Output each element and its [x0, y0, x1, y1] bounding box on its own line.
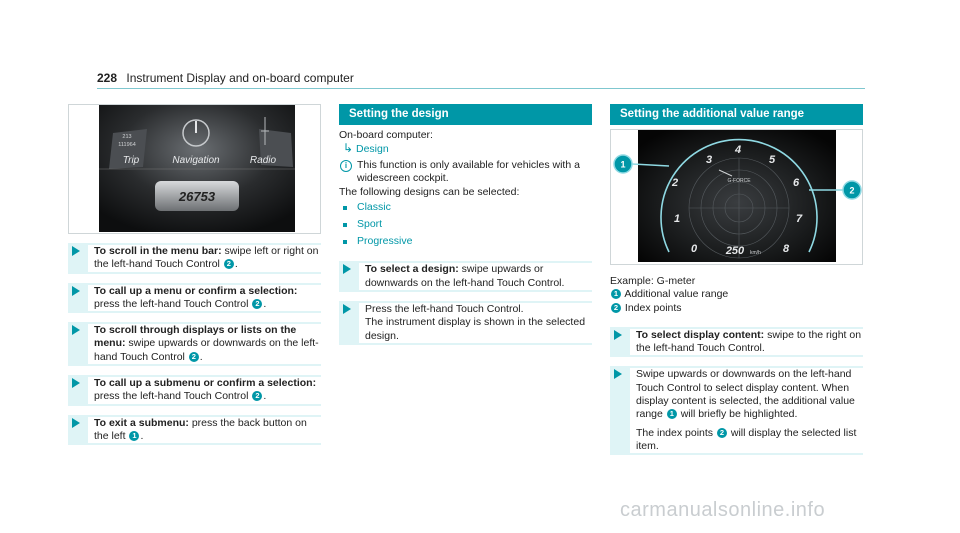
step-call-submenu	[68, 375, 321, 406]
section-title: Instrument Display and on-board computer	[126, 71, 354, 85]
step-heading: To scroll through displays or lists on the menu:	[94, 324, 297, 350]
watermark: carmanualsonline.info	[620, 499, 826, 521]
tab-navigation[interactable]: Navigation	[172, 155, 220, 166]
note-text: This function is only available for vehicles with a widescreen cockpit.	[357, 158, 580, 184]
arrow-icon	[614, 369, 622, 379]
step-text: swipe upwards or downwards on the left-hand Touch Control	[94, 337, 319, 363]
value-range-steps	[610, 327, 863, 455]
step-end: .	[263, 390, 267, 403]
option-classic[interactable]: Classic	[339, 199, 592, 216]
callout-badge: 2	[224, 259, 234, 269]
speed-unit: km/h	[750, 250, 761, 256]
speed-value: 250	[725, 245, 745, 257]
option-sport[interactable]: Sport	[339, 216, 592, 233]
section-title-value-range: Setting the additional value range	[610, 104, 863, 125]
step-text: press the back button on the left	[94, 416, 307, 442]
tick-7: 7	[796, 213, 803, 225]
callout-badge: 2	[611, 303, 621, 313]
step-heading: To scroll in the menu bar:	[94, 245, 222, 257]
design-steps	[339, 261, 592, 344]
step-text: The index points	[636, 426, 716, 439]
step-heading: To call up a menu or confirm a selection:	[94, 284, 298, 297]
menu-item-small-a: 213	[122, 134, 132, 140]
gmeter-image	[611, 130, 864, 264]
gmeter-figure	[610, 129, 863, 265]
section-title-design: Setting the design	[339, 104, 592, 125]
step-end: .	[263, 297, 267, 310]
path-item-design[interactable]: Design	[355, 143, 389, 156]
arrow-icon	[72, 418, 80, 428]
step-end: .	[234, 258, 238, 271]
path-label: On-board computer:	[339, 129, 433, 141]
callout-badge: 1	[129, 431, 139, 441]
callout-badge: 2	[252, 299, 262, 309]
step-heading: To select a design:	[365, 263, 459, 276]
legend-text: Index points	[624, 301, 682, 314]
path-arrow-icon: ↳	[343, 141, 354, 156]
arrow-icon	[72, 325, 80, 335]
step-heading: To select display content:	[636, 328, 765, 341]
arrow-icon	[72, 378, 80, 388]
menu-screen-figure	[68, 104, 321, 234]
page-number: 228	[97, 71, 118, 85]
arrow-icon	[614, 330, 622, 340]
note	[339, 159, 592, 186]
step-text: Swipe upwards or downwards on the left-hand Touch Control to select display content. When display content is selected, the additional value range	[636, 368, 855, 421]
tab-radio[interactable]: Radio	[249, 155, 277, 166]
step-text: press the left-hand Touch Control	[94, 297, 252, 310]
step-text: will briefly be highlighted.	[677, 408, 798, 421]
step-text: will display the selected list item.	[636, 426, 857, 452]
legend-1	[610, 288, 863, 301]
gforce-label: G-FORCE	[727, 178, 751, 184]
arrow-icon	[72, 286, 80, 296]
callout-2-label: 2	[849, 185, 855, 196]
tick-8: 8	[783, 243, 790, 255]
step-confirm-selection	[68, 283, 321, 314]
tab-trip[interactable]: Trip	[122, 155, 140, 166]
callout-badge: 2	[717, 428, 727, 438]
legend-text: Additional value range	[624, 288, 729, 301]
options-intro: The following designs can be selected:	[339, 186, 520, 199]
arrow-icon	[72, 246, 80, 256]
arrow-icon	[343, 304, 351, 314]
step-exit-submenu	[68, 415, 321, 446]
tick-0: 0	[691, 243, 698, 255]
info-icon: i	[340, 160, 352, 172]
step-scroll-displays	[68, 322, 321, 366]
legend-2	[610, 302, 863, 315]
menu-path	[339, 142, 592, 156]
step-select-display-content	[610, 327, 863, 358]
callout-1-label: 1	[620, 159, 626, 170]
column-design	[339, 104, 592, 354]
screen-value: 26753	[178, 189, 216, 204]
step-swipe-select	[610, 366, 863, 455]
step-result: The instrument display is shown in the selected design.	[365, 316, 586, 342]
page-header	[97, 71, 354, 85]
step-text: press the left-hand Touch Control	[94, 390, 252, 403]
callout-badge: 1	[611, 289, 621, 299]
callout-badge: 1	[667, 409, 677, 419]
step-scroll-menu-bar	[68, 243, 321, 274]
arrow-icon	[343, 264, 351, 274]
menu-steps	[68, 243, 321, 445]
callout-badge: 2	[252, 391, 262, 401]
step-heading: To call up a submenu or confirm a selection:	[94, 377, 317, 390]
step-end: .	[199, 350, 203, 363]
step-end: .	[140, 429, 144, 442]
tick-2: 2	[672, 177, 679, 189]
menu-screen-image	[69, 105, 322, 233]
step-text: Press the left-hand Touch Control.	[365, 303, 524, 316]
tick-5: 5	[769, 154, 776, 166]
step-heading: To exit a submenu:	[94, 416, 189, 429]
step-text: swipe to the right on the left-hand Touch Control.	[636, 328, 862, 355]
step-press-control	[339, 301, 592, 345]
column-value-range	[610, 104, 863, 464]
step-text: swipe upwards or downwards on the left-hand Touch Control.	[365, 263, 565, 289]
step-select-design	[339, 261, 592, 292]
tick-4: 4	[735, 144, 742, 156]
header-rule	[97, 88, 865, 89]
tick-6: 6	[793, 177, 800, 189]
column-menu-bar	[68, 104, 321, 454]
callout-badge: 2	[189, 352, 199, 362]
menu-item-small-b: 111964	[118, 142, 136, 148]
option-progressive[interactable]: Progressive	[339, 233, 592, 250]
tick-1: 1	[674, 213, 681, 225]
step-text: swipe left or right on the left-hand Touch Control	[94, 245, 319, 271]
figure-caption: Example: G-meter	[610, 275, 696, 287]
tick-3: 3	[706, 154, 713, 166]
